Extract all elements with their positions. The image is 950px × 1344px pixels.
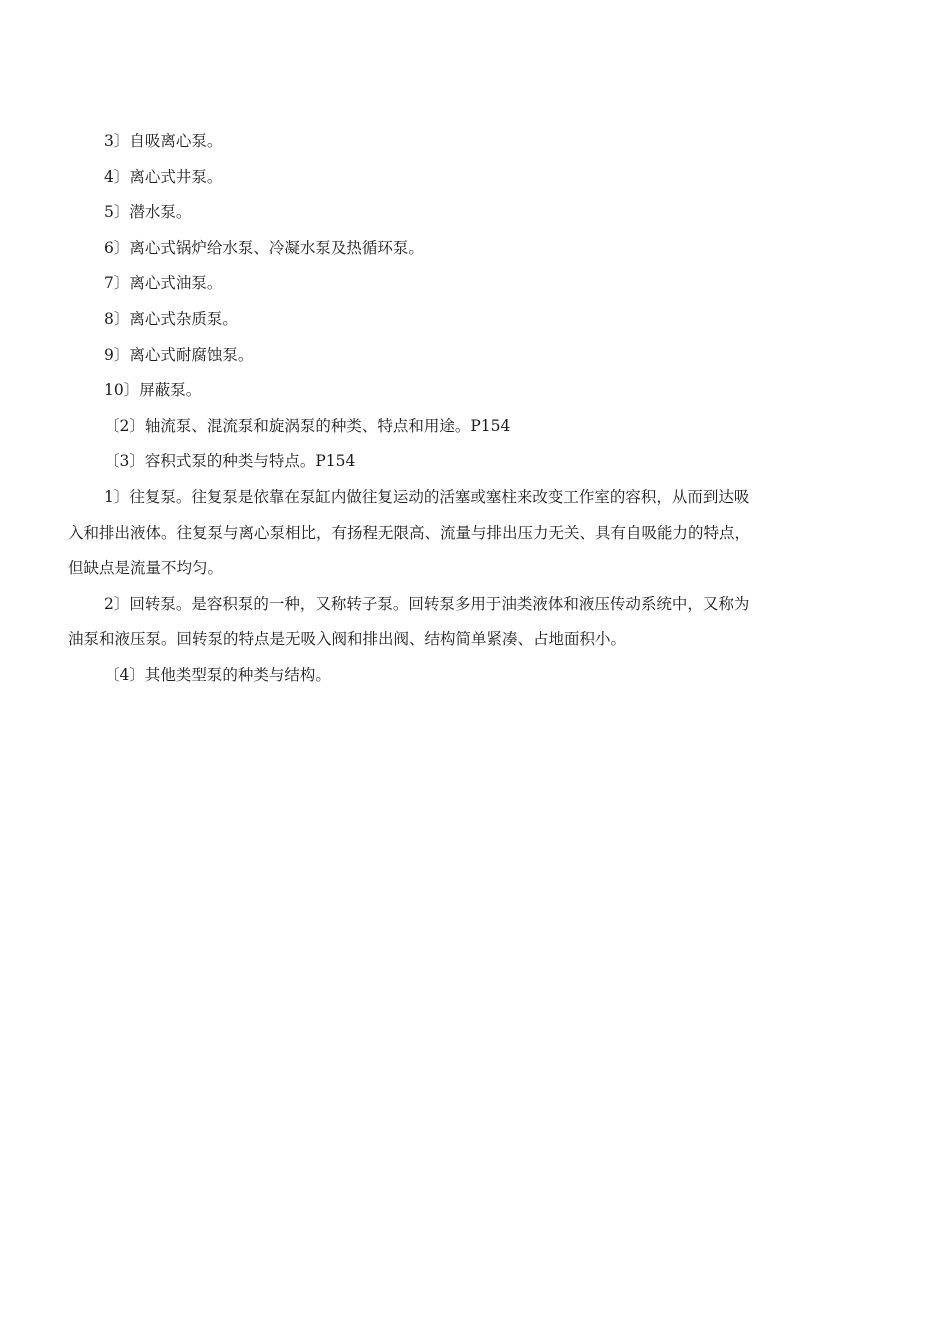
section-heading: 〔2〕轴流泵、混流泵和旋涡泵的种类、特点和用途。P154 [104, 416, 511, 435]
document-body [68, 124, 850, 694]
paragraph-line: 2〕回转泵。是容积泵的一种，又称转子泵。回转泵多用于油类液体和液压传动系统中，又称为 [104, 594, 750, 613]
list-item: 10〕屏蔽泵。 [104, 381, 202, 400]
list-item: 8〕离心式杂质泵。 [104, 309, 238, 328]
paragraph-line: 油泵和液压泵。回转泵的特点是无吸入阀和排出阀、结构简单紧凑、占地面积小。 [68, 630, 627, 649]
list-item: 9〕离心式耐腐蚀泵。 [104, 345, 254, 364]
list-item: 4〕离心式井泵。 [104, 167, 223, 186]
paragraph-line: 但缺点是流量不均匀。 [68, 559, 224, 578]
list-item: 7〕离心式油泵。 [104, 274, 223, 293]
section-heading: 〔4〕其他类型泵的种类与结构。 [104, 665, 331, 684]
list-item: 3〕自吸离心泵。 [104, 132, 223, 150]
list-item: 5〕潜水泵。 [104, 203, 192, 222]
paragraph-line: 入和排出液体。往复泵与离心泵相比，有扬程无限高、流量与排出压力无关、具有自吸能力的特点， [68, 523, 751, 542]
paragraph-line: 1〕往复泵。往复泵是依靠在泵缸内做往复运动的活塞或塞柱来改变工作室的容积，从而到达吸 [104, 487, 750, 506]
section-heading: 〔3〕容积式泵的种类与特点。P154 [104, 452, 356, 471]
list-item: 6〕离心式锅炉给水泵、冷凝水泵及热循环泵。 [104, 238, 424, 257]
